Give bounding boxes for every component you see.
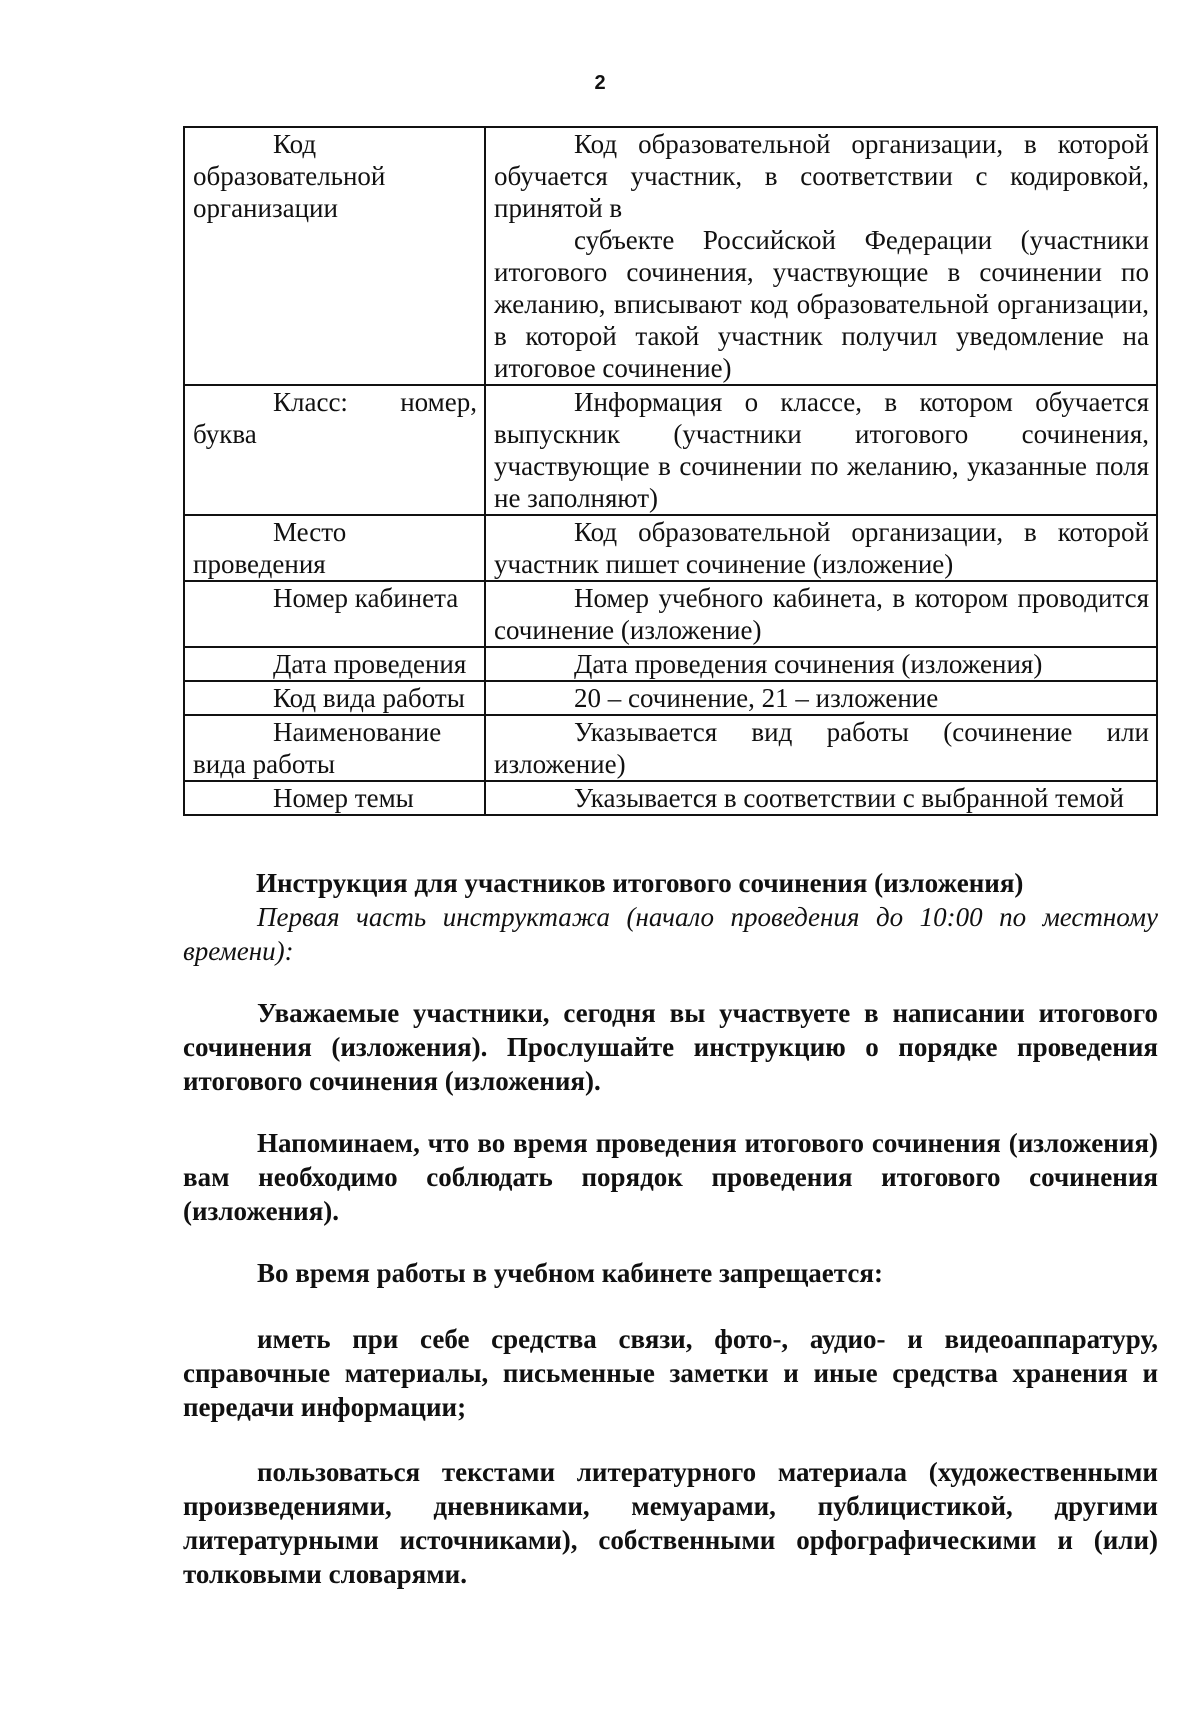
table-row (184, 515, 1157, 581)
table-row (184, 127, 1157, 385)
paragraph-3: Во время работы в учебном кабинете запрещается: (257, 1258, 883, 1288)
paragraph-3-block (183, 1256, 1158, 1290)
field-description: Код образовательной организации, в которой участник пишет сочинение (изложение) (494, 517, 1149, 579)
field-description-cell (485, 581, 1157, 647)
field-name-cell (184, 385, 485, 515)
field-description-cell (485, 385, 1157, 515)
table-row (184, 715, 1157, 781)
field-name-cell (184, 781, 485, 815)
field-description: субъекте Российской Федерации (участники итогового сочинения, участвующие в сочинении по желанию, вписывают код образовательной организации, в которой такой участник получил уведомление на итоговое сочинение) (494, 225, 1149, 383)
page-number: 2 (594, 72, 606, 94)
field-name-cell (184, 681, 485, 715)
field-description: Указывается в соответствии с выбранной темой (574, 783, 1124, 813)
field-name-cell (184, 515, 485, 581)
instructions-intro: Первая часть инструктажа (начало проведения до 10:00 по местному времени): (183, 902, 1158, 966)
field-name: Место проведения (193, 517, 347, 579)
field-description-cell (485, 127, 1157, 385)
field-description-cell (485, 715, 1157, 781)
field-description-cell (485, 647, 1157, 681)
field-description: 20 – сочинение, 21 – изложение (574, 683, 939, 713)
field-description: Номер учебного кабинета, в котором проводится сочинение (изложение) (494, 583, 1149, 645)
paragraph-5: пользоваться текстами литературного материала (художественными произведениями, дневниками, мемуарами, публицистикой, другими литературными источниками), собственными орфографическими и (или) толковыми словарями. (183, 1457, 1158, 1589)
field-name: Дата проведения (273, 649, 467, 679)
paragraph-4-block (183, 1322, 1158, 1424)
instructions-heading: Инструкция для участников итогового сочинения (изложения) (256, 868, 1024, 898)
table-row (184, 385, 1157, 515)
table-row (184, 581, 1157, 647)
paragraph-2: Напоминаем, что во время проведения итогового сочинения (изложения) вам необходимо соблюдать порядок проведения итогового сочинения (изложения). (183, 1128, 1158, 1226)
field-description: Код образовательной организации, в которой обучается участник, в соответствии с кодировкой, принятой в (494, 129, 1149, 223)
field-description-cell (485, 515, 1157, 581)
paragraph-5-block (183, 1455, 1158, 1591)
field-description-cell (485, 781, 1157, 815)
paragraph-1: Уважаемые участники, сегодня вы участвуете в написании итогового сочинения (изложения). Прослушайте инструкцию о порядке проведения итогового сочинения (изложения). (183, 998, 1158, 1096)
table-row (184, 681, 1157, 715)
field-name-cell (184, 581, 485, 647)
field-name: Номер темы (273, 783, 414, 813)
field-name: Наименование вида работы (193, 717, 442, 779)
field-name: Класс: номер, буква (193, 387, 477, 449)
field-name: Номер кабинета (273, 583, 459, 613)
field-description-cell (485, 681, 1157, 715)
field-name-cell (184, 715, 485, 781)
table-row (184, 647, 1157, 681)
field-description: Указывается вид работы (сочинение или изложение) (494, 717, 1149, 779)
field-name-cell (184, 127, 485, 385)
paragraph-4: иметь при себе средства связи, фото-, аудио- и видеоаппаратуру, справочные материалы, письменные заметки и иные средства хранения и передачи информации; (183, 1324, 1158, 1422)
fields-table (183, 126, 1158, 816)
field-name: Код вида работы (273, 683, 465, 713)
instructions-intro-block (183, 866, 1158, 968)
paragraph-2-block (183, 1126, 1158, 1228)
paragraph-1-block (183, 996, 1158, 1098)
field-name: Код образовательной организации (193, 129, 386, 223)
table-row (184, 781, 1157, 815)
field-description: Дата проведения сочинения (изложения) (574, 649, 1043, 679)
field-description: Информация о классе, в котором обучается выпускник (участники итогового сочинения, участвующие в сочинении по желанию, указанные поля не заполняют) (494, 387, 1149, 513)
field-name-cell (184, 647, 485, 681)
